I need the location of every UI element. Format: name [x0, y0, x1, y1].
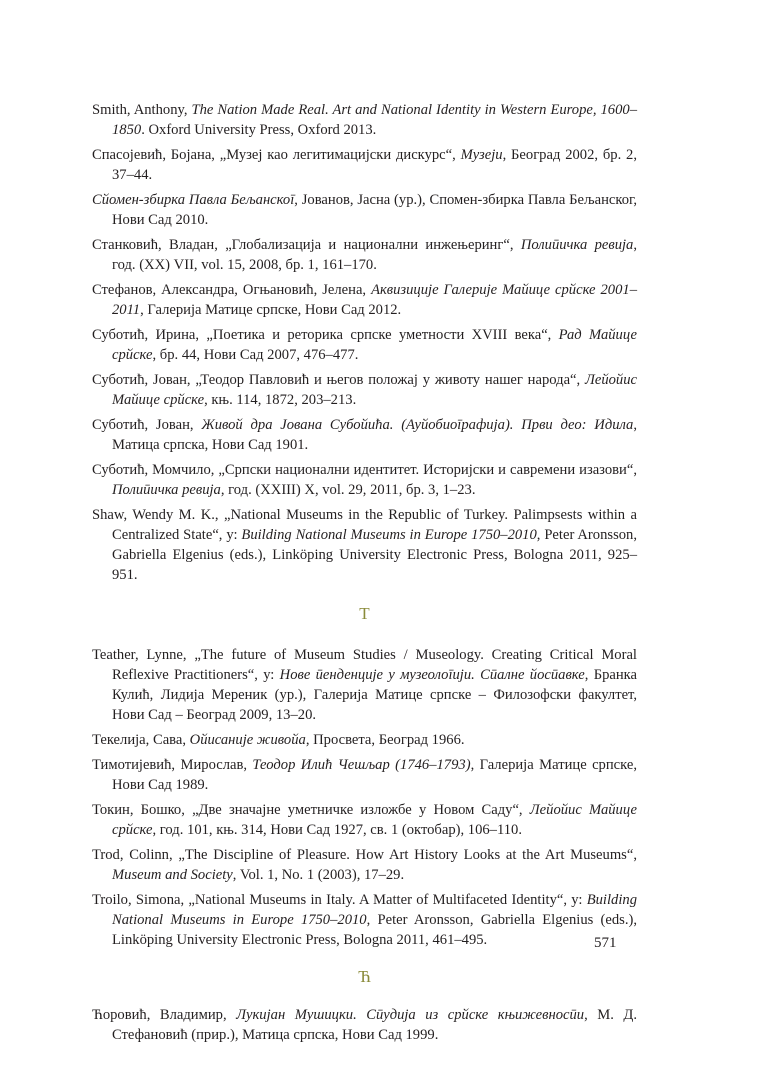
- bibliography-entry: Ћоровић, Владимир, Лукијан Мушицки. Сӣудија из срйске књижевносӣи, М. Д. Стефановић (прир.), Матица српска, Нови Сад 1999.: [92, 1007, 637, 1043]
- bibliography-entry: Суботић, Момчило, „Српски национални идентитет. Историјски и савремени изазови“, Полиӣичка ревија, год. (XXIII) X, vol. 29, 2011, бр. 3, 1–23.: [92, 462, 637, 498]
- bibliography-page: [92, 100, 637, 1050]
- page-number: 571: [594, 935, 617, 951]
- bibliography-entry: Trod, Colinn, „The Discipline of Pleasure. How Art History Looks at the Art Museums“, Museum and Society, Vol. 1, No. 1 (2003), 17–29.: [92, 847, 637, 883]
- bibliography-entry: Сйомен-збирка Павла Бељанскоī, Јованов, Јасна (ур.), Спомен-збирка Павла Бељанског, Нови Сад 2010.: [92, 192, 637, 228]
- bibliography-entry: Стефанов, Александра, Огњановић, Јелена, Аквизиције Галерије Майице срйске 2001–2011, Галерија Матице српске, Нови Сад 2012.: [92, 282, 637, 318]
- bibliography-entry: Суботић, Ирина, „Поетика и реторика српске уметности XVIII века“, Рад Майице срйске, бр. 44, Нови Сад 2007, 476–477.: [92, 327, 637, 363]
- bibliography-entry: Станковић, Владан, „Глобализација и национални инжењеринг“, Полиӣичка ревија, год. (XX) VII, vol. 15, 2008, бр. 1, 161–170.: [92, 237, 638, 273]
- bibliography-entry: Smith, Anthony, The Nation Made Real. Art and National Identity in Western Europe, 1600–1850. Oxford University Press, Oxford 2013.: [92, 102, 637, 138]
- section-letter-tsh: Ћ: [358, 967, 371, 986]
- bibliography-entry: Суботић, Јован, „Теодор Павловић и његов положај у животу нашег народа“, Лейойис Майице срйске, књ. 114, 1872, 203–213.: [92, 372, 637, 408]
- bibliography-entry: Teather, Lynne, „The future of Museum Studies / Museology. Creating Critical Moral Reflexive Practitioners“, у: Нове ӣенденције у музеолоīији. Сӣалне йосӣавке, Бранка Кулић, Лидија Мереник (ур.), Галерија Матице српске – Филозофски факултет, Нови Сад – Београд 2009, 13–20.: [92, 647, 638, 723]
- bibliography-entry: Текелија, Сава, Ойисаније живойа, Просвета, Београд 1966.: [92, 732, 465, 748]
- bibliography-entry: Troilo, Simona, „National Museums in Italy. A Matter of Multifaceted Identity“, у: Building National Museums in Europe 1750–2010, Peter Aronsson, Gabriella Elgenius (eds.), Linköping University Electronic Press, Bologna 2011, 461–495.: [92, 892, 638, 948]
- bibliography-list-2: [92, 645, 637, 950]
- bibliography-entry: Тимотијевић, Мирослав, Теодор Илић Чешљар (1746–1793), Галерија Матице српске, Нови Сад 1989.: [92, 757, 637, 793]
- bibliography-entry: Спасојевић, Бојана, „Музеј као легитимацијски дискурс“, Музеји, Београд 2002, бр. 2, 37–44.: [92, 147, 637, 183]
- bibliography-entry: Токин, Бошко, „Две значајне уметничке изложбе у Новом Саду“, Лейойис Майице срйске, год. 101, књ. 314, Нови Сад 1927, св. 1 (октобар), 106–110.: [92, 802, 637, 838]
- bibliography-entry: Shaw, Wendy M. K., „National Museums in the Republic of Turkey. Palimpsests within a Centralized State“, у: Building National Museums in Europe 1750–2010, Peter Aronsson, Gabriella Elgenius (eds.), Linköping University Electronic Press, Bologna 2011, 925–951.: [92, 507, 637, 583]
- bibliography-list-1: [92, 100, 637, 585]
- section-letter-t: Т: [359, 604, 370, 623]
- bibliography-entry: Суботић, Јован, Живой дра Јована Субойића. (Ауйобиоīрафија). Први део: Идила, Матица српска, Нови Сад 1901.: [92, 417, 638, 453]
- bibliography-list-3: [92, 1005, 637, 1045]
